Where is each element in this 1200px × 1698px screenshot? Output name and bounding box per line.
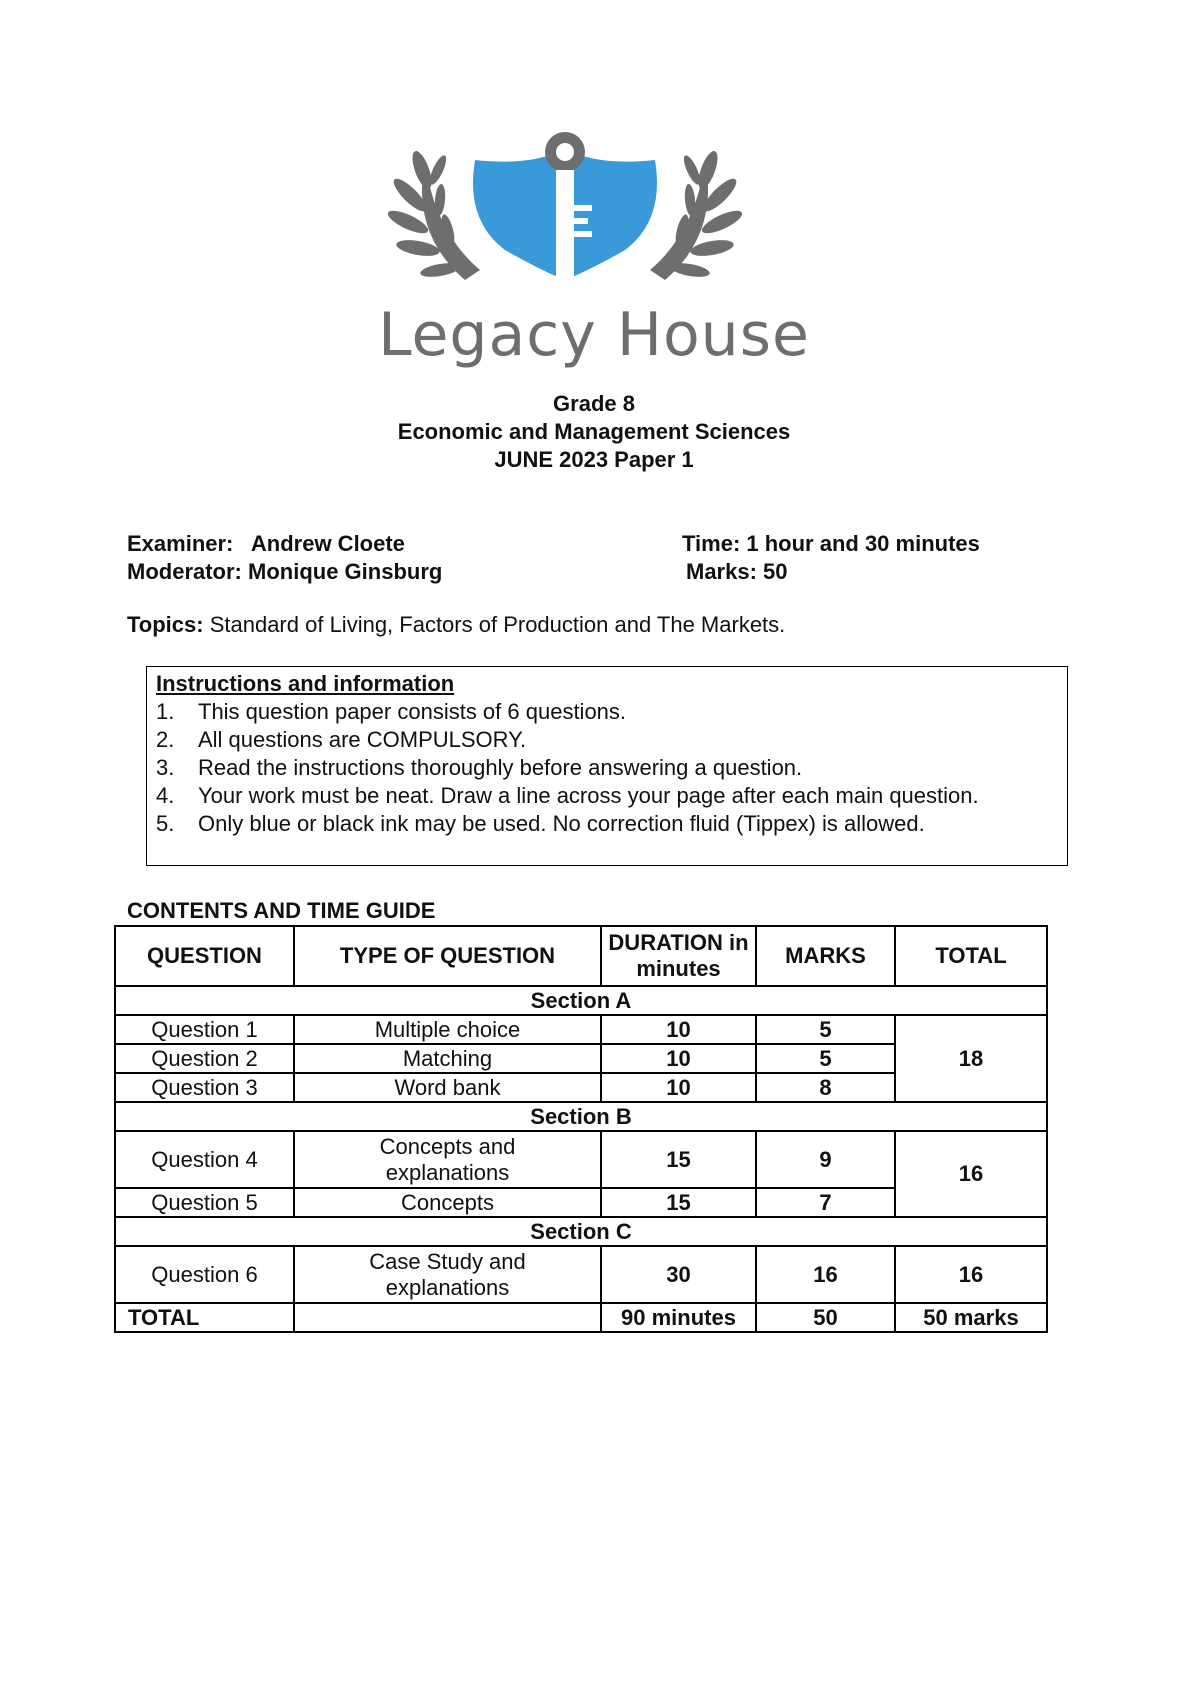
topics [127,612,785,638]
question-cell: Question 3 [115,1073,294,1102]
instructions-box [146,666,1068,866]
marks-cell: 16 [756,1246,895,1303]
type-cell: Concepts and explanations [294,1131,601,1188]
paper-line: JUNE 2023 Paper 1 [494,447,694,472]
duration-cell: 10 [601,1073,756,1102]
subject-line: Economic and Management Sciences [397,419,791,444]
time-allowed: Time: 1 hour and 30 minutes [682,531,980,556]
instruction-text: Read the instructions thoroughly before answering a question. [198,755,803,780]
type-cell: Concepts [294,1188,601,1217]
question-cell: Question 6 [115,1246,294,1303]
section-a-label: Section A [115,986,1047,1015]
instruction-number: 3. [156,755,175,780]
type-cell: Case Study and explanations [294,1246,601,1303]
marks-cell: 9 [756,1131,895,1188]
question-cell: Question 2 [115,1044,294,1073]
school-logo [0,0,1200,380]
duration-cell: 30 [601,1246,756,1303]
moderator: Moderator: Monique Ginsburg [127,559,443,584]
instruction-text: This question paper consists of 6 questions. [198,699,627,724]
instruction-item [156,810,1058,838]
header-marks: MARKS [756,926,895,986]
instruction-number: 4. [156,783,175,808]
section-c-total: 16 [895,1246,1047,1303]
header-question: QUESTION [115,926,294,986]
grand-total-marks: 50 [756,1303,895,1332]
section-b-label: Section B [115,1102,1047,1131]
instruction-number: 2. [156,727,175,752]
marks-cell: 7 [756,1188,895,1217]
section-row [115,1102,1047,1131]
instruction-item [156,782,1058,810]
instruction-text: Your work must be neat. Draw a line across your page after each main question. [198,783,979,808]
duration-cell: 10 [601,1044,756,1073]
contents-title: CONTENTS AND TIME GUIDE [127,898,436,923]
section-c-label: Section C [115,1217,1047,1246]
instruction-text: All questions are COMPULSORY. [198,727,527,752]
topics-label: Topics: [127,612,204,637]
duration-cell: 15 [601,1131,756,1188]
contents-table [114,925,1048,1333]
header-total: TOTAL [895,926,1047,986]
duration-cell: 15 [601,1188,756,1217]
header-duration: DURATION in minutes [601,926,756,986]
type-cell: Multiple choice [294,1015,601,1044]
instruction-text: Only blue or black ink may be used. No correction fluid (Tippex) is allowed. [198,811,925,836]
type-cell: Matching [294,1044,601,1073]
grade-line: Grade 8 [553,391,635,416]
section-a-total: 18 [895,1015,1047,1102]
question-cell: Question 5 [115,1188,294,1217]
section-row [115,1217,1047,1246]
marks-cell: 5 [756,1044,895,1073]
duration-cell: 10 [601,1015,756,1044]
header-type: TYPE OF QUESTION [294,926,601,986]
examiner: Examiner: Andrew Cloete [127,531,405,556]
topics-text: Standard of Living, Factors of Production and The Markets. [203,612,786,637]
section-row [115,986,1047,1015]
total-marks: Marks: 50 [686,559,788,584]
type-cell: Word bank [294,1073,601,1102]
grand-total-label: TOTAL [115,1303,294,1332]
question-cell: Question 4 [115,1131,294,1188]
table-row [115,1246,1047,1303]
instruction-number: 1. [156,699,175,724]
exam-title [0,390,1188,474]
table-row [115,1015,1047,1044]
table-row [115,1131,1047,1188]
marks-cell: 5 [756,1015,895,1044]
grand-total-empty [294,1303,601,1332]
instruction-number: 5. [156,811,175,836]
grand-total-row [115,1303,1047,1332]
instructions-title: Instructions and information [156,671,455,696]
section-b-total: 16 [895,1131,1047,1217]
question-cell: Question 1 [115,1015,294,1044]
logo-wordmark: Legacy House [378,300,810,370]
grand-total-total: 50 marks [895,1303,1047,1332]
instruction-item [156,726,1058,754]
crest-icon [370,130,760,300]
table-header-row [115,926,1047,986]
instruction-item [156,754,1058,782]
instruction-item [156,698,1058,726]
grand-total-duration: 90 minutes [601,1303,756,1332]
marks-cell: 8 [756,1073,895,1102]
